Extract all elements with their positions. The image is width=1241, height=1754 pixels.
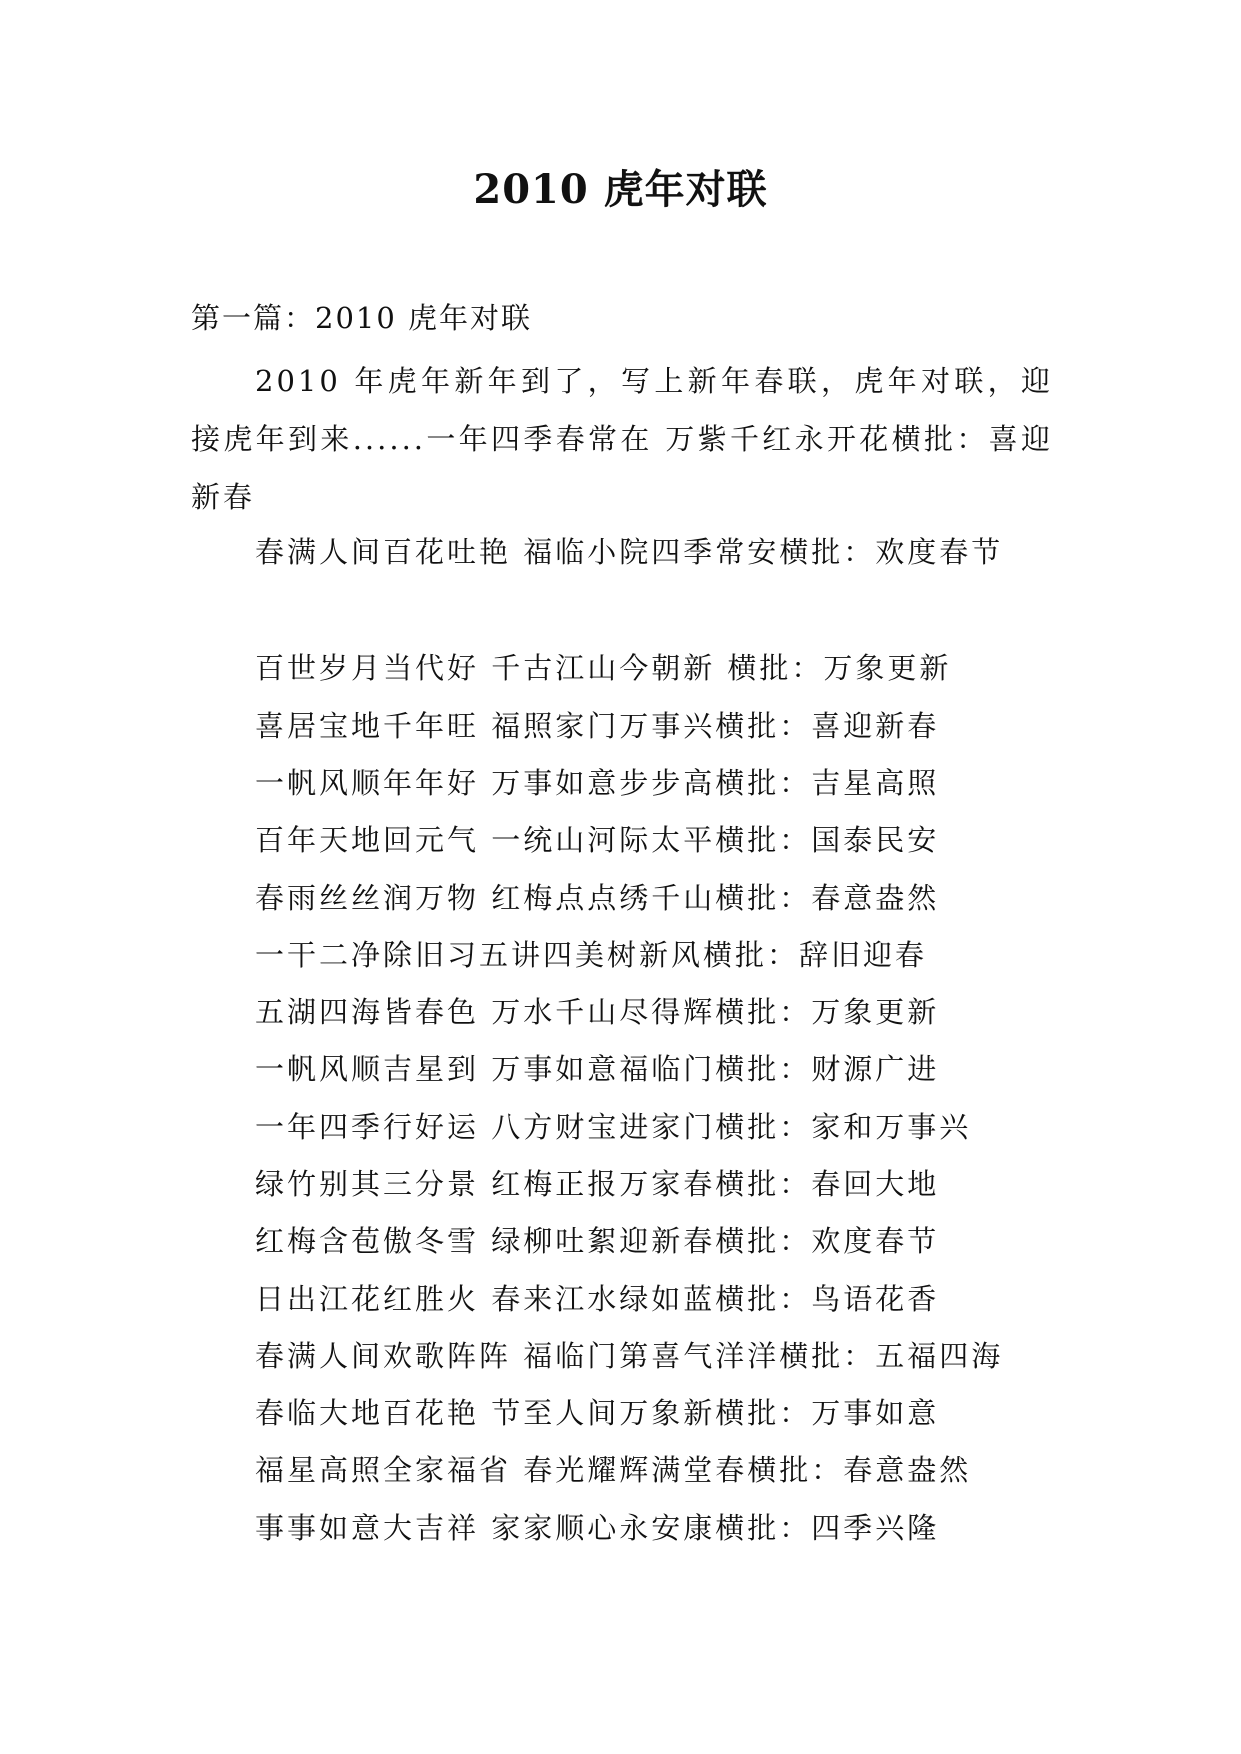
couplet-line: 一年四季行好运 八方财宝进家门横批：家和万事兴 [255,1110,972,1144]
couplet-line: 绿竹别其三分景 红梅正报万家春横批：春回大地 [255,1167,940,1201]
couplet-line: 春满人间百花吐艳 福临小院四季常安横批：欢度春节 [255,535,1004,569]
couplet-line: 春满人间欢歌阵阵 福临门第喜气洋洋横批：五福四海 [255,1339,1004,1373]
document-title: 2010 虎年对联 [473,166,768,213]
couplet-line: 日出江花红胜火 春来江水绿如蓝横批：鸟语花香 [255,1282,940,1316]
intro-paragraph: 2010 年虎年新年到了，写上新年春联，虎年对联，迎接虎年到来......一年四季春常在 万紫千红永开花横批：喜迎新春 [191,364,1053,514]
couplet-line: 五湖四海皆春色 万水千山尽得辉横批：万象更新 [255,995,940,1029]
couplet-line: 红梅含苞傲冬雪 绿柳吐絮迎新春横批：欢度春节 [255,1224,940,1258]
couplet-line: 百年天地回元气 一统山河际太平横批：国泰民安 [255,823,940,857]
section-heading: 第一篇：2010 虎年对联 [191,301,533,335]
couplet-line: 一干二净除旧习五讲四美树新风横批：辞旧迎春 [255,938,928,972]
couplet-line: 喜居宝地千年旺 福照家门万事兴横批：喜迎新春 [255,709,940,743]
couplet-line: 一帆风顺年年好 万事如意步步高横批：吉星高照 [255,766,940,800]
couplet-line: 一帆风顺吉星到 万事如意福临门横批：财源广进 [255,1052,940,1086]
couplet-line: 春临大地百花艳 节至人间万象新横批：万事如意 [255,1396,940,1430]
couplet-line: 福星高照全家福省 春光耀辉满堂春横批：春意盎然 [255,1453,972,1487]
couplet-line: 春雨丝丝润万物 红梅点点绣千山横批：春意盎然 [255,881,940,915]
couplet-line: 事事如意大吉祥 家家顺心永安康横批：四季兴隆 [255,1511,940,1545]
couplet-line: 百世岁月当代好 千古江山今朝新 横批：万象更新 [255,651,952,685]
